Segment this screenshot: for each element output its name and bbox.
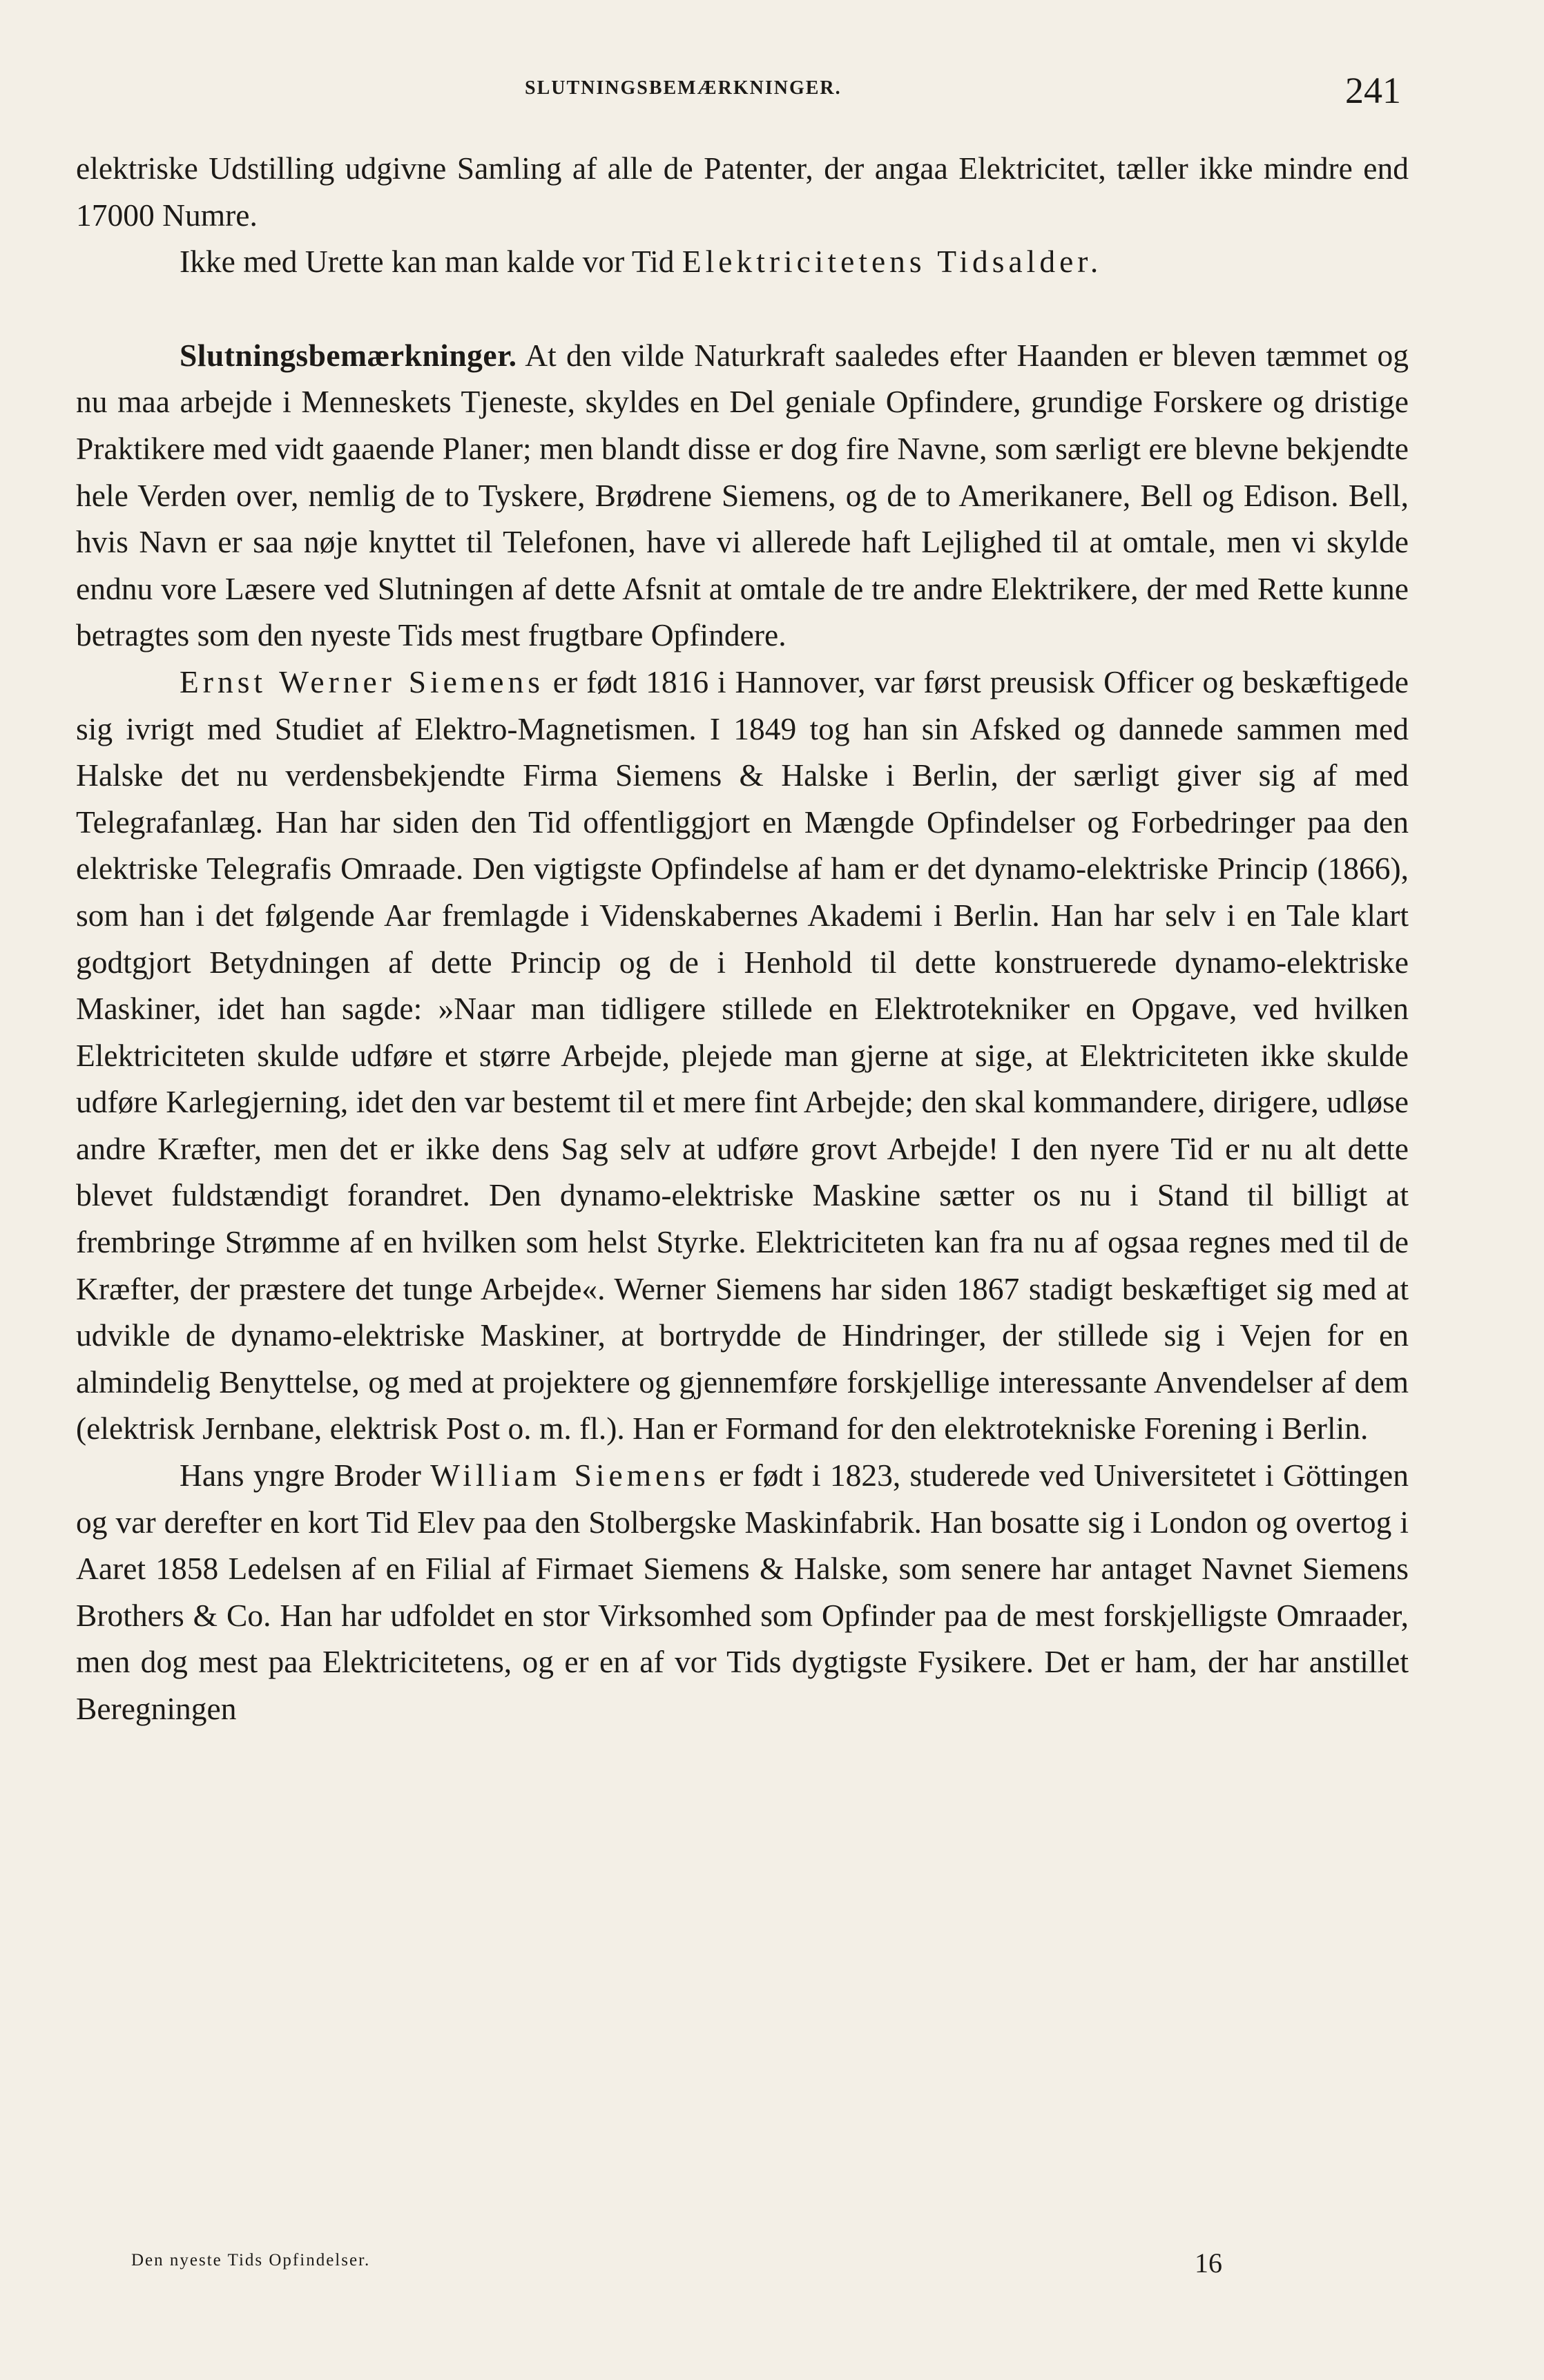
paragraph-text: er født 1816 i Hannover, var først preusisk Officer og beskæftigede sig ivrigt med Studiet af Elektro-Magnetismen. I 1849 tog han sin Afsked og dannede sammen med Halske det nu verdensbekjendte Firma Siemens & Halske i Berlin, der særligt giver sig af med Telegrafanlæg. Han har siden den Tid offentliggjort en Mængde Opfindelser og Forbedringer paa den elektriske Telegrafis Omraade. Den vigtigste Opfindelse af ham er det dynamo-elektriske Princip (1866), som han i det følgende Aar fremlagde i Videnskabernes Akademi i Berlin. Han har selv i en Tale klart godtgjort Betydningen af dette Princip og de i Henhold til dette konstruerede dynamo-elektriske Maskiner, idet han sagde: »Naar man tidligere stillede en Elektrotekniker en Opgave, ved hvilken Elektriciteten skulde udføre et større Arbejde, plejede man gjerne at sige, at Elektriciteten ikke skulde udføre Karlegjerning, idet den var bestemt til et mere fint Arbejde; den skal kommandere, dirigere, udløse andre Kræfter, men det er ikke dens Sag selv at udføre grovt Arbejde! I den nyere Tid er nu alt dette blevet fuldstændigt forandret. Den dynamo-elektriske Maskine sætter os nu i Stand til billigt at frembringe Strømme af en hvilken som helst Styrke. Elektriciteten kan fra nu af ogsaa regnes med til de Kræfter, der præstere det tunge Arbejde«. Werner Siemens har siden 1867 stadigt beskæftiget sig med at udvikle de dynamo-elektriske Maskiner, at bortrydde de Hindringer, der stillede sig i Vejen for en almindelig Benyttelse, og med at projektere og gjennemføre forskjellige interessante Anvendelser af dem (elektrisk Jernbane, elektrisk Post o. m. fl.). Han er Formand for den elektrotekniske Forening i Berlin. [76, 664, 1409, 1447]
paragraph-william-siemens [76, 1452, 1409, 1732]
paragraph-werner-siemens [76, 659, 1409, 1452]
paragraph-text: At den vilde Naturkraft saaledes efter Haanden er bleven tæmmet og nu maa arbejde i Menneskets Tjeneste, skyldes en Del geniale Opfindere, grundige Forskere og dristige Praktikere med vidt gaaende Planer; men blandt disse er dog fire Navne, som særligt ere blevne bekjendte hele Verden over, nemlig de to Tyskere, Brødrene Siemens, og de to Amerikanere, Bell og Edison. Bell, hvis Navn er saa nøje knyttet til Telefonen, have vi allerede haft Lejlighed til at omtale, men vi skylde endnu vore Læsere ved Slutningen af dette Afsnit at omtale de tre andre Elektrikere, der med Rette kunne betragtes som den nyeste Tids mest frugtbare Opfindere. [76, 337, 1409, 653]
paragraph-lead-text: Ikke med Urette kan man kalde vor Tid [180, 244, 682, 280]
running-title: SLUTNINGSBEMÆRKNINGER. [525, 77, 842, 99]
person-name-werner: Ernst Werner Siemens [180, 664, 544, 699]
page-number: 241 [1345, 70, 1401, 111]
signature-mark: 16 [1195, 2247, 1222, 2279]
footer-book-title: Den nyeste Tids Opfindelser. [131, 2251, 371, 2270]
paragraph-electricity-age [76, 238, 1409, 285]
section-heading: Slutningsbemærkninger. [180, 337, 517, 373]
section-gap [76, 285, 1409, 332]
person-name-william: William Siemens [430, 1458, 710, 1493]
body-text [76, 145, 1409, 1732]
page-footer [0, 2237, 1544, 2292]
paragraph-continuation: elektriske Udstilling udgivne Samling af alle de Patenter, der angaa Elektricitet, tæller ikke mindre end 17000 Numre. [76, 151, 1409, 233]
paragraph-text: er født i 1823, studerede ved Universitetet i Göttingen og var derefter en kort Tid Elev paa den Stolbergske Maskinfabrik. Han bosatte sig i London og overtog i Aaret 1858 Ledelsen af en Filial af Firmaet Siemens & Halske, som senere har antaget Navnet Siemens Brothers & Co. Han har udfoldet en stor Virksomhed som Opfinder paa de mest forskjelligste Omraader, men dog mest paa Elektricitetens, og er en af vor Tids dygtigste Fysikere. Det er ham, der har anstillet Beregningen [76, 1458, 1409, 1726]
paragraph-lead-text: Hans yngre Broder [180, 1458, 431, 1493]
paragraph-closing-remarks [76, 332, 1409, 659]
emphasized-phrase: Elektricitetens Tidsalder. [682, 244, 1103, 280]
running-head [0, 69, 1544, 110]
